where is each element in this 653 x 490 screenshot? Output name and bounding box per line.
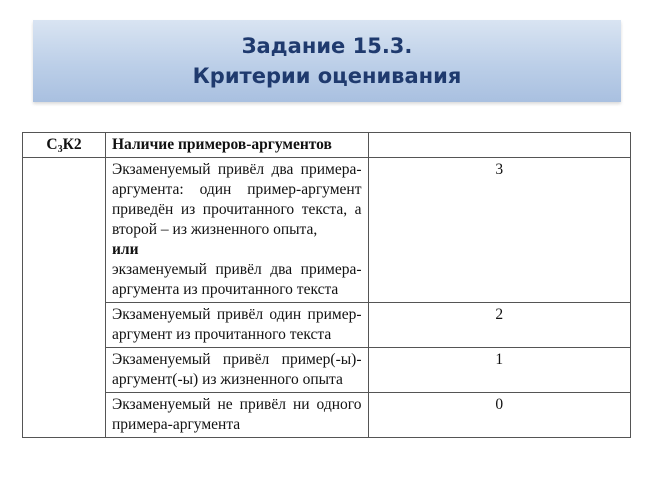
criterion-score: 2: [368, 303, 631, 348]
criterion-description: Экзаменуемый привёл пример(-ы)-аргумент(-ы) из жизненного опыта: [106, 348, 369, 393]
criteria-table: [22, 132, 631, 438]
table-row: [23, 158, 631, 303]
criterion-text-part2: экзаменуемый привёл два примера-аргумента из прочитанного текста: [112, 261, 362, 298]
criterion-or: или: [112, 241, 139, 258]
table-row: [23, 348, 631, 393]
criterion-description: Экзаменуемый не привёл ни одного примера-аргумента: [106, 393, 369, 438]
code-empty-cell: [23, 158, 106, 438]
criterion-code-suffix: К2: [62, 136, 82, 153]
slide-title-banner: [33, 20, 621, 102]
criterion-score: 3: [368, 158, 631, 303]
header-score-cell: [368, 133, 631, 158]
criterion-score: 0: [368, 393, 631, 438]
criterion-code: [23, 133, 106, 158]
slide-title-line2: Критерии оценивания: [192, 64, 462, 88]
criterion-code-sub: 3: [57, 144, 63, 155]
criterion-description: Экзаменуемый привёл один пример-аргумент из прочитанного текста: [106, 303, 369, 348]
criterion-code-prefix: С: [46, 136, 58, 153]
table-row: [23, 393, 631, 438]
criterion-header: Наличие примеров-аргументов: [106, 133, 369, 158]
criterion-score: 1: [368, 348, 631, 393]
criterion-text-part1: Экзаменуемый привёл два примера-аргумента: один пример-аргумент приведён из прочитанного текста, а второй – из жизненного опыта,: [112, 161, 362, 238]
table-header-row: [23, 133, 631, 158]
slide-title-line1: Задание 15.3.: [241, 34, 413, 58]
table-row: [23, 303, 631, 348]
criterion-description: [106, 158, 369, 303]
